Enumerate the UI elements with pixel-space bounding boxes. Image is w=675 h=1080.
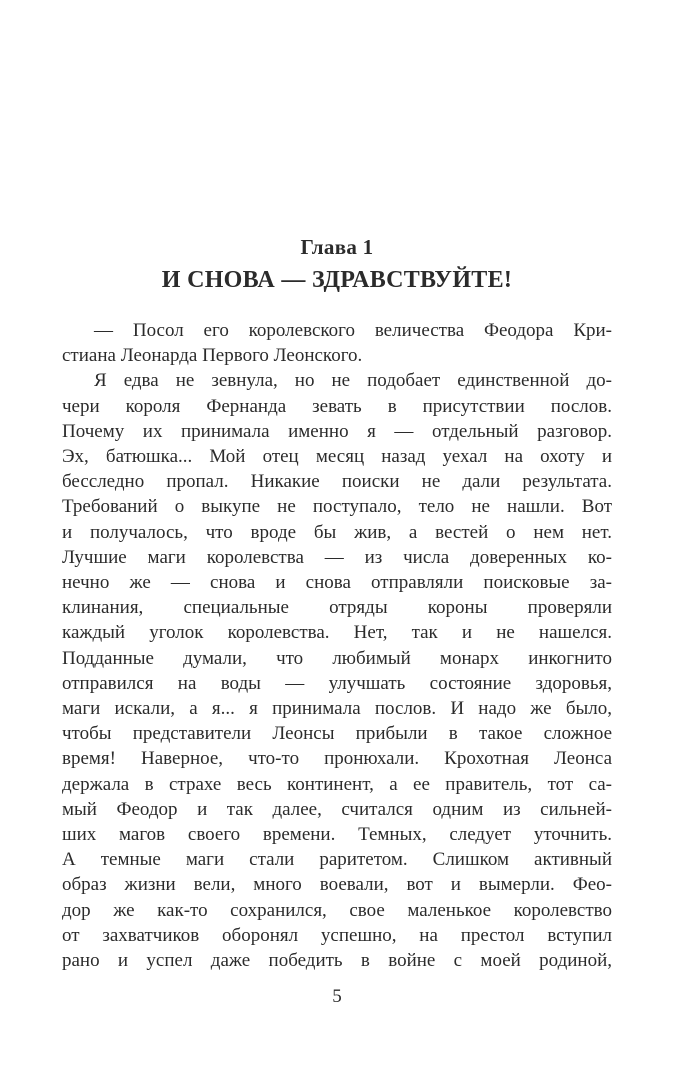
text-line: Лучшие маги королевства — из числа доверенных ко-	[62, 546, 612, 568]
text-line: образ жизни вели, много воевали, вот и вымерли. Фео-	[62, 874, 612, 896]
chapter-title: И СНОВА — ЗДРАВСТВУЙТЕ!	[161, 267, 513, 293]
text-line: ших магов своего времени. Темных, следует уточнить.	[62, 824, 612, 846]
page-number: 5	[332, 986, 342, 1007]
text-line: Эх, батюшка... Мой отец месяц назад уехал на охоту и	[62, 446, 612, 468]
text-line: стиана Леонарда Первого Леонского.	[62, 345, 363, 367]
text-line: клинания, специальные отряды короны проверяли	[62, 597, 612, 619]
text-line: дор же как-то сохранился, свое маленькое королевство	[62, 899, 612, 921]
text-line: отправился на воды — улучшать состояние здоровья,	[62, 672, 612, 694]
text-line: держала в страхе весь континент, а ее правитель, тот са-	[62, 773, 612, 795]
text-line: чери короля Фернанда зевать в присутствии послов.	[62, 395, 612, 417]
text-line: чтобы представители Леонсы прибыли в такое сложное	[62, 723, 612, 745]
text-line: Требований о выкупе не поступало, тело не нашли. Вот	[62, 496, 612, 518]
text-line: — Посол его королевского величества Феодора Кри-	[94, 320, 612, 341]
text-line: бесследно пропал. Никакие поиски не дали результата.	[62, 471, 612, 493]
text-line: маги искали, а я... я принимала послов. И надо же было,	[62, 698, 612, 720]
text-line: мый Феодор и так далее, считался одним из сильней-	[62, 798, 612, 820]
chapter-label: Глава 1	[300, 235, 374, 259]
text-line: время! Наверное, что-то пронюхали. Крохотная Леонса	[62, 748, 612, 770]
text-line: Я едва не зевнула, но не подобает единственной до-	[94, 370, 612, 392]
text-line: нечно же — снова и снова отправляли поисковые за-	[62, 572, 612, 594]
text-line: А темные маги стали раритетом. Слишком активный	[62, 849, 612, 871]
text-line: Почему их принимала именно я — отдельный разговор.	[62, 420, 612, 442]
body-lines	[62, 318, 612, 973]
chapter-heading	[62, 235, 612, 294]
text-line: Подданные думали, что любимый монарх инкогнито	[62, 647, 612, 669]
text-line: и получалось, что вроде бы жив, а вестей о нем нет.	[62, 521, 612, 543]
text-line: каждый уголок королевства. Нет, так и не нашелся.	[62, 622, 612, 644]
text-line: от захватчиков оборонял успешно, на престол вступил	[62, 924, 612, 946]
text-line: рано и успел даже победить в войне с моей родиной,	[62, 950, 612, 972]
